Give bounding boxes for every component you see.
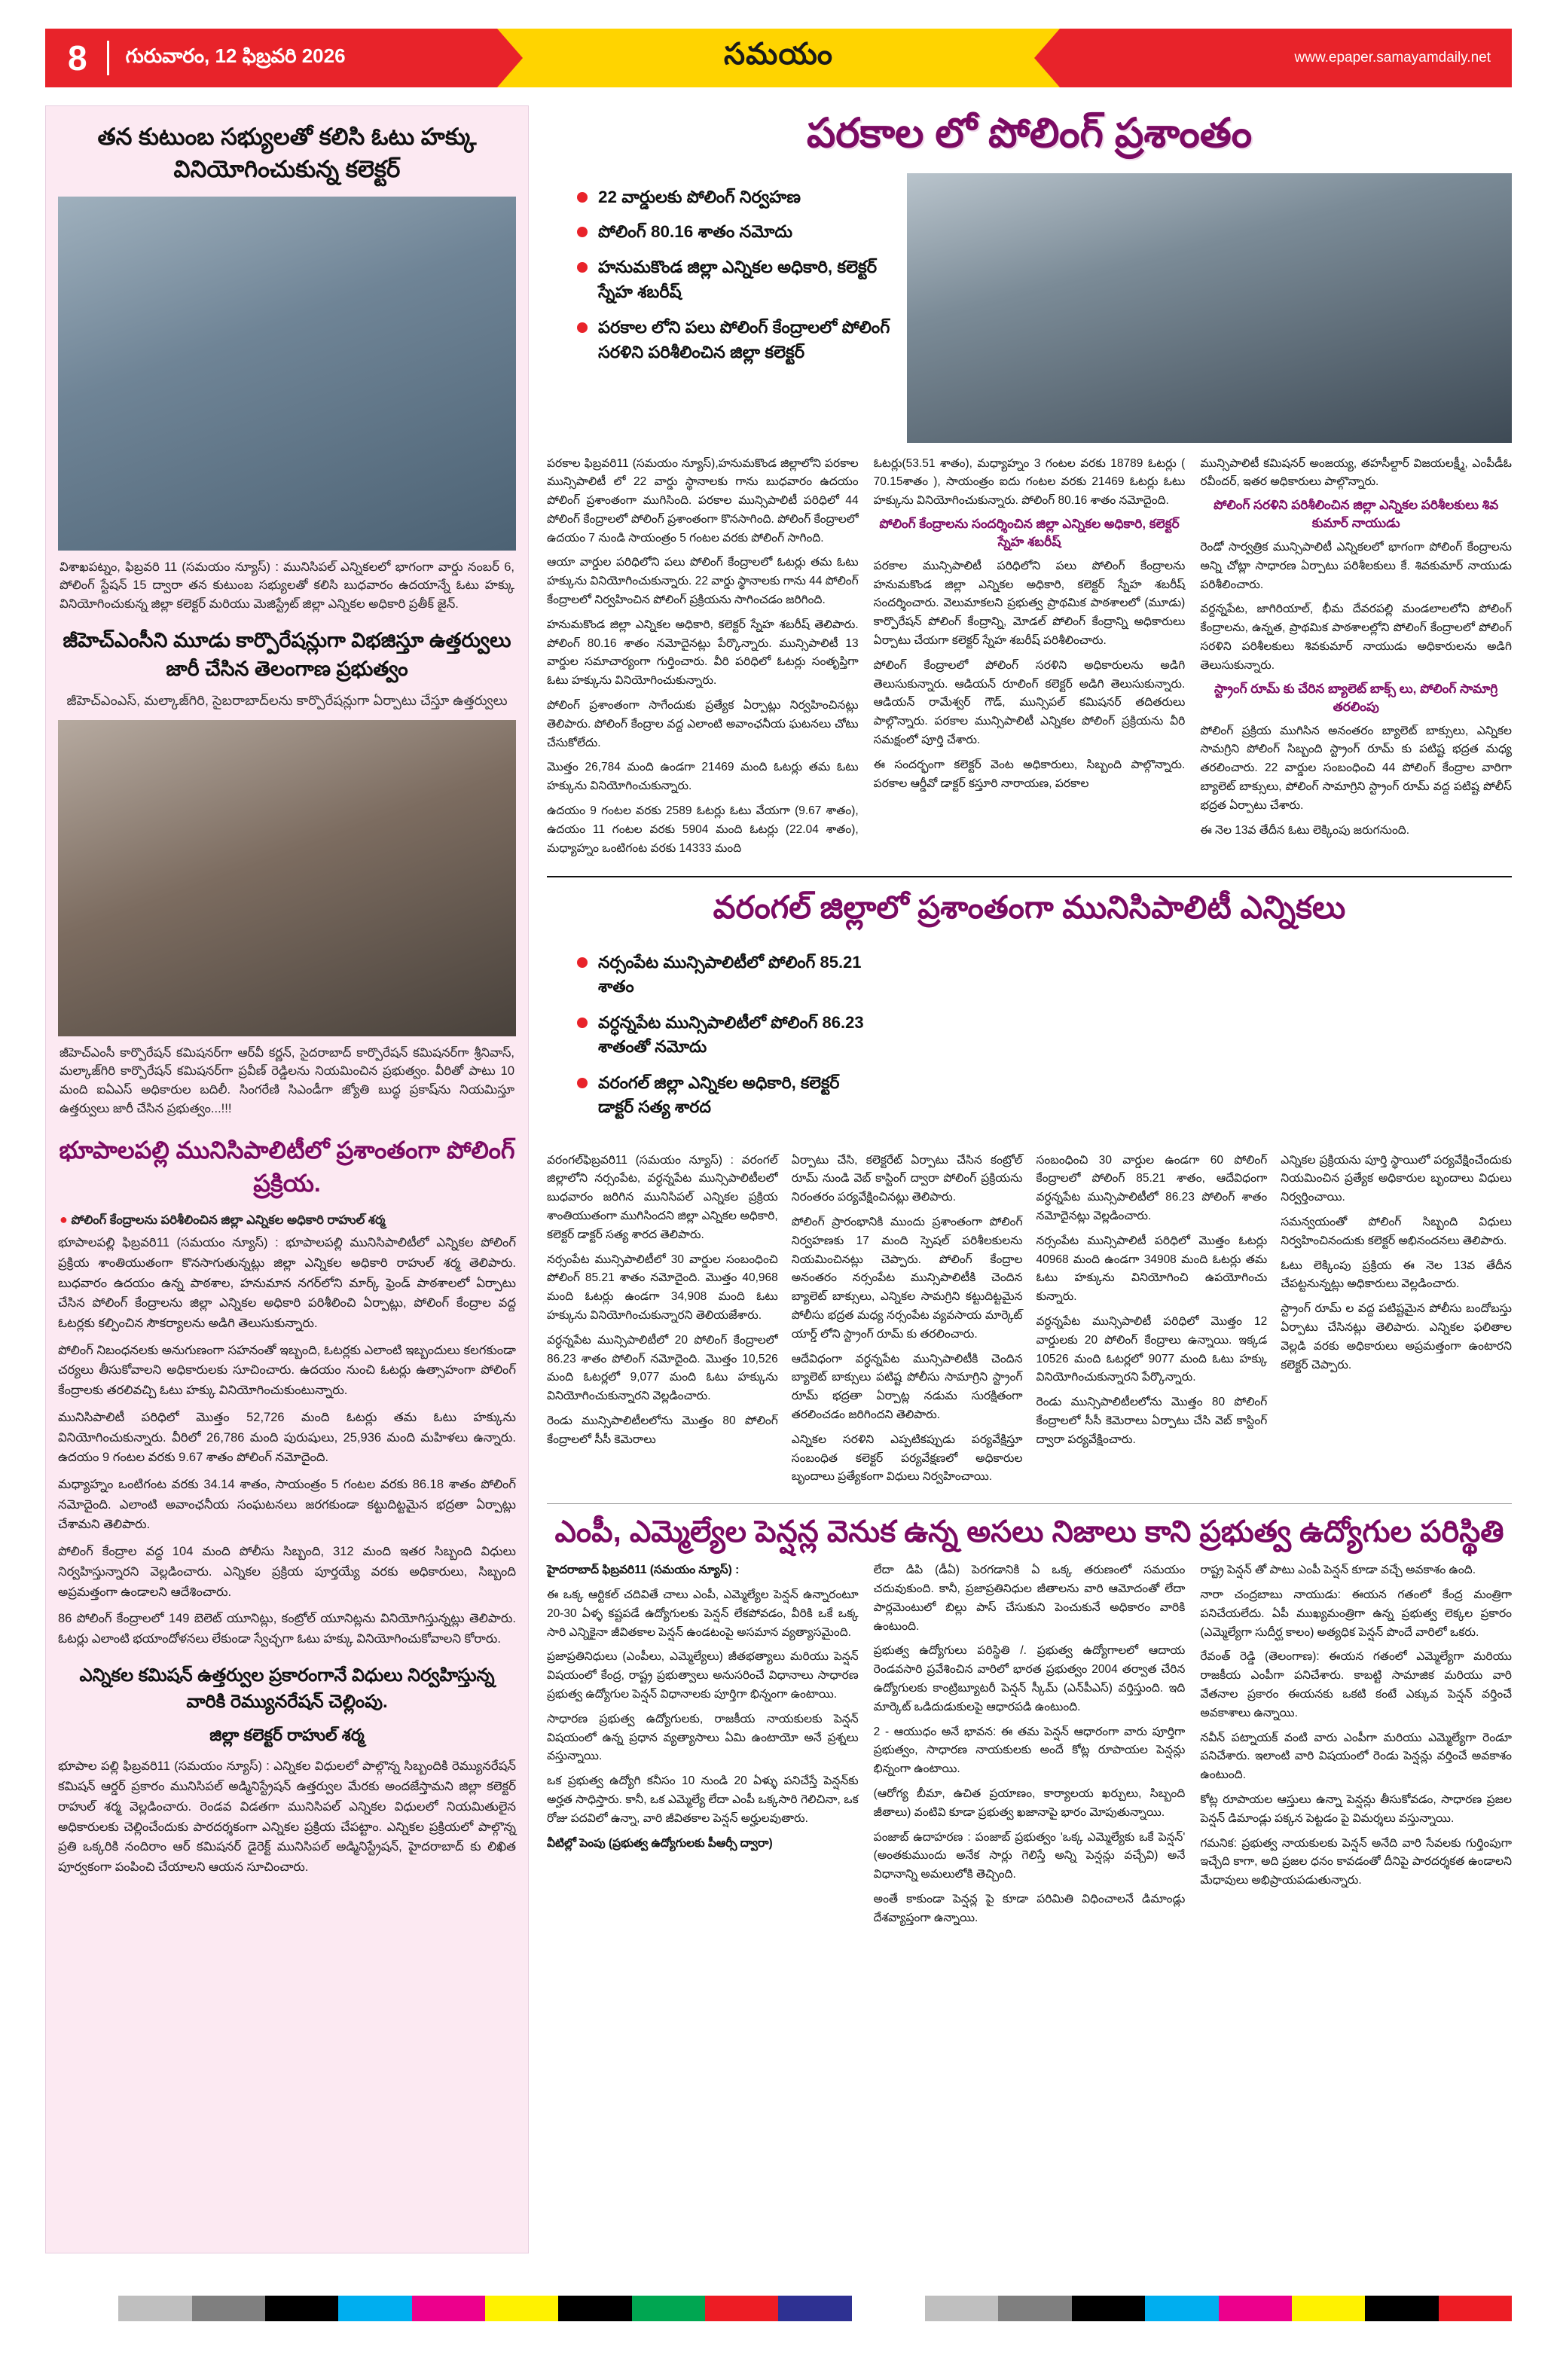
para: పంజాబ్ ఉదాహరణ : పంజాబ్ ప్రభుత్వం 'ఒక్క ఎమ్మెల్యేకు ఒకే పెన్షన్' (అంతకుముందు అనేక సార్లు గెలిస్తే అన్ని పెన్షన్లు వచ్చేవి) అనే విధానాన్ని అమలులోకి తెచ్చింది. bbox=[873, 1830, 1186, 1881]
para: పోలింగ్ నిబంధనలకు అనుగుణంగా సహనంతో ఇబ్బంది, ఓటర్లకు ఎలాంటి ఇబ్బందులు కలగకుండా చర్యలు తీసుకోవాలని అధికారులకు సూచించారు. ఉదయం నుంచి ఓటర్లు ఉత్సాహంగా పోలింగ్ కేంద్రాలకు తరలివచ్చి ఓటు హక్కు వినియోగించుకుంటున్నారు. bbox=[58, 1343, 516, 1398]
para: ఓటర్లు(53.51 శాతం), మధ్యాహ్నం 3 గంటల వరకు 18789 ఓటర్లు ( 70.15శాతం ), సాయంత్రం ఐదు గంటల వరకు 21469 ఓటర్లు ఓటు హక్కును వినియోగించుకున్నారు. పోలింగ్ 80.16 శాతం నమోదైంది. bbox=[873, 456, 1186, 508]
palette-swatch bbox=[705, 2296, 778, 2321]
bhupalpally-body bbox=[58, 1233, 516, 1649]
bhupalpally-headline: భూపాలపల్లి మునిసిపాలిటీలో ప్రశాంతంగా పోలింగ్ ప్రక్రియ. bbox=[59, 1136, 515, 1198]
right-content-area bbox=[547, 105, 1512, 1933]
masthead-left bbox=[45, 29, 497, 87]
lead-col-1 bbox=[547, 455, 859, 865]
left-feature-column bbox=[45, 105, 529, 2253]
remuneration-body bbox=[58, 1756, 516, 1877]
para: నర్సంపేట మున్సిపాలిటీ పరిధిలో మొత్తం ఓటర్లు 40968 మంది ఉండగా 34908 మంది ఓటర్లు తమ ఓటు హక్కును వినియోగించి ఉపయోగించు కున్నారు. bbox=[1036, 1234, 1268, 1304]
list-item: వరంగల్ జిల్లా ఎన్నికల అధికారి, కలెక్టర్ డాక్టర్ సత్య శారద bbox=[577, 1071, 872, 1119]
lead-headline: పరకాల లో పోలింగ్ ప్రశాంతం bbox=[806, 111, 1253, 156]
list-item: వర్ధన్నపేట మున్సిపాలిటీలో పోలింగ్ 86.23 శాతంతో నమోదు bbox=[577, 1011, 872, 1059]
para: ఒక ప్రభుత్వ ఉద్యోగి కనీసం 10 నుండి 20 ఏళ్ళు పనిచేస్తే పెన్షన్‌కు అర్హత సాధిస్తారు. కానీ, ఒక ఎమ్మెల్యే లేదా ఎంపీ ఒక్కసారి గెలిచినా, ఒక రోజు పదవిలో ఉన్నా, వారి జీవితకాల పెన్షన్ అర్హులవుతారు. bbox=[547, 1774, 859, 1825]
palette-swatch bbox=[118, 2296, 191, 2321]
pension-col-3 bbox=[1200, 1561, 1512, 1933]
palette-swatch bbox=[852, 2296, 925, 2321]
palette-swatch bbox=[45, 2296, 118, 2321]
page-number: 8 bbox=[68, 38, 87, 78]
bhupalpally-bullet-text: పోలింగ్ కేంద్రాలను పరిశీలించిన జిల్లా ఎన్నికల అధికారి రాహుల్ శర్మ bbox=[71, 1213, 386, 1228]
para: రెండు మున్సిపాలిటీలలోను మొత్తం 80 పోలింగ్ కేంద్రాలలో సీసీ కెమెరాలు bbox=[547, 1414, 778, 1446]
section-divider-2 bbox=[547, 1503, 1512, 1504]
officials-photo bbox=[58, 720, 516, 1036]
para: వర్ధన్నపేట మున్సిపాలిటీలో 20 పోలింగ్ కేంద్రాలలో 86.23 శాతం పోలింగ్ నమోదైంది. మొత్తం 10,526 మంది ఓటర్లలో 9,077 మంది ఓటు హక్కును వినియోగించుకున్నారని వెల్లడించారు. bbox=[547, 1333, 778, 1403]
masthead-right-arrow bbox=[1034, 29, 1060, 87]
para: మున్సిపాలిటీ కమిషనర్ అంజయ్య, తహసీల్దార్ విజయలక్ష్మీ, ఎంపీడీఓ రవీందర్, ఇతర అధికారులు పాల్గొన్నారు. bbox=[1200, 456, 1513, 489]
para: నవీన్ పట్నాయక్ వంటి వారు ఎంపీగా మరియు ఎమ్మెల్యేగా రెండూ పనిచేశారు. ఇలాంటి వారి విషయంలో రెండు పెన్షన్లు వర్తించే అవకాశం ఉంటుంది. bbox=[1200, 1731, 1513, 1782]
para: 86 పోలింగ్ కేంద్రాలలో 149 బెలెట్ యూనిట్లు, కంట్రోల్ యూనిట్లను వినియోగిస్తున్నట్లు తెలిపారు. ఓటర్లు ఎలాంటి భయాందోళనలు లేకుండా స్వేచ్ఛగా ఓటు హక్కు వినియోగించుకోవాలని కోరారు. bbox=[58, 1612, 516, 1646]
para: రేవంత్ రెడ్డి (తెలంగాణ): ఈయన గతంలో ఎమ్మెల్యేగా మరియు రాజకీయ ఎంపీగా పనిచేశారు. కాబట్టి సామాజిక మరియు వారి వేతనాల ప్రకారం ఈయనకు ఒకటి కంటే ఎక్కువ పెన్షన్ వర్తించే అవకాశాలు ఉన్నాయి. bbox=[1200, 1650, 1513, 1719]
para: పోలింగ్ ప్రక్రియ ముగిసిన అనంతరం బ్యాలెట్ బాక్సులు, ఎన్నికల సామగ్రిని పోలింగ్ సిబ్బంది స్ట్రాంగ్ రూమ్ కు పటిష్ట భద్రత మధ్య తరలించారు. 22 వార్డుల సంబంధించి 44 పోలింగ్ కేంద్రాల వారిగా బ్యాలెట్ బాక్సులు, పోలింగ్ సామాగ్రిని స్ట్రాంగ్ రూమ్ వద్ద పటిష్ట పోలీస్ భద్రత ఏర్పాటు చేశారు. bbox=[1200, 724, 1513, 812]
palette-swatch bbox=[265, 2296, 338, 2321]
para: ఉదయం 9 గంటల వరకు 2589 ఓటర్లు ఓటు వేయగా (9.67 శాతం), ఉదయం 11 గంటల వరకు 5904 మంది ఓటర్లు (22.04 శాతం), మధ్యాహ్నం ఒంటిగంట వరకు 14333 మంది bbox=[547, 804, 859, 855]
pension-col-2 bbox=[874, 1561, 1186, 1933]
palette-swatch bbox=[338, 2296, 411, 2321]
para: పోలింగ్ ప్రారంభానికి ముందు ప్రశాంతంగా పోలింగ్ నిర్వహణకు 17 మంది స్పెషల్ పరిశీలకులను నియమించినట్లు చెప్పారు. పోలింగ్ కేంద్రాల అనంతరం నర్సంపేట మున్సిపాలిటీకి చెందిన బ్యాలెట్ బాక్సులు, ఎన్నికల సామగ్రిని కట్టుదిట్టమైన పోలీసు భద్రత మధ్య నర్సంపేట వ్యవసాయ మార్కెట్ యార్డ్ లోని స్ట్రాంగ్ రూమ్ కు తరలించారు. bbox=[791, 1215, 1023, 1341]
warangal-bullet-list bbox=[547, 950, 872, 1132]
para: ఈ ఒక్క ఆర్టికల్ చదివితే చాలు ఎంపీ, ఎమ్మెల్యేల పెన్షన్ ఉన్నారంటూ 20-30 ఏళ్ళ కష్టపడే ఉద్యోగులకు పెన్షన్ లేకపోవడం, వీరికి ఒకే ఒక్క సారి ఎన్నికైనా జీవితకాల పెన్షన్ ఉండటంపై అసమాన వ్యత్యాసమైంది. bbox=[547, 1588, 859, 1639]
lead-story bbox=[547, 108, 1512, 864]
para: ఏర్పాటు చేసి, కలెక్టరేట్ ఏర్పాటు చేసిన కంట్రోల్ రూమ్ నుండి వెబ్ కాస్టింగ్ ద్వారా పోలింగ్ ప్రక్రియను నిరంతరం పర్యవేక్షించినట్లు తెలిపారు. bbox=[791, 1153, 1023, 1204]
parkal-polling-photo bbox=[907, 173, 1512, 443]
palette-swatch bbox=[925, 2296, 998, 2321]
para: ఆయా వార్డుల పరిధిలోని పలు పోలింగ్ కేంద్రాలలో ఓటర్లు తమ ఓటు హక్కును వినియోగించుకున్నారు. 22 వార్డు స్థానాలకు గాను 44 పోలింగ్ కేంద్రాలలో నిర్వహించిన పోలింగ్ ప్రక్రియను సాగించడం జరిగింది. bbox=[547, 556, 859, 607]
epaper-url[interactable]: www.epaper.samayamdaily.net bbox=[1294, 50, 1491, 66]
para: ఈ నెల 13వ తేదీన ఓటు లెక్కింపు జరుగనుంది. bbox=[1200, 823, 1410, 837]
palette-swatch bbox=[558, 2296, 631, 2321]
collector-byline: జిల్లా కలెక్టర్ రాహుల్ శర్మ bbox=[209, 1726, 365, 1745]
color-registration-bar bbox=[45, 2296, 1512, 2321]
masthead-center bbox=[497, 29, 1060, 87]
para: (ఆరోగ్య బీమా, ఉచిత ప్రయాణం, కార్యాలయ ఖర్చులు, సిబ్బంది జీతాలు) వంటివి కూడా ప్రభుత్వ ఖజానాపై భారం మోపుతున్నాయి. bbox=[873, 1787, 1186, 1819]
pension-headline: ఎంపీ, ఎమ్మెల్యేల పెన్షన్ల వెనుక ఉన్న అసలు నిజాలు కాని ప్రభుత్వ ఉద్యోగుల పరిస్థితి bbox=[554, 1515, 1504, 1549]
warangal-col-4 bbox=[1281, 1152, 1512, 1494]
list-item: హనుమకొండ జిల్లా ఎన్నికల అధికారి, కలెక్టర్ స్నేహ శబరీష్ bbox=[577, 255, 893, 305]
bhupalpally-bullet bbox=[60, 1210, 514, 1230]
list-item: 22 వార్డులకు పోలింగ్ నిర్వహణ bbox=[577, 185, 893, 210]
palette-swatch bbox=[998, 2296, 1071, 2321]
photo1-caption: విశాఖపట్నం, ఫిబ్రవరి 11 (సమయం న్యూస్) : మునిసిపల్ ఎన్నికలలో భాగంగా వార్డు నంబర్ 6, పోలింగ్ స్టేషన్ 15 ద్వారా తన కుటుంబ సభ్యులతో కలిసి బుధవారం ఉదయాన్నే ఓటు హక్కు వినియోగించుకున్న జిల్లా కలెక్టర్ మరియు మెజిస్ట్రేట్ జిల్లా ఎన్నికల అధికారి ప్రతీక్ జైన్. bbox=[60, 560, 514, 612]
para: ఎన్నికల ప్రక్రియను పూర్తి స్థాయిలో పర్యవేక్షించేందుకు నియమించిన ప్రత్యేక అధికారుల బృందాలు విధులు నిర్వర్తించాయి. bbox=[1281, 1153, 1512, 1204]
para: ఆదేవిధంగా వర్ధన్నపేట మున్సిపాలిటీకి చెందిన బ్యాలెట్ బాక్సులు పటిష్ట పోలీసు సామాగ్రిని స్ట్రాంగ్ రూమ్ భద్రతా ఏర్పాట్ల నడుమ సురక్షితంగా తరలించడం జరిగిందని తెలిపారు. bbox=[791, 1352, 1023, 1421]
palette-swatch bbox=[1292, 2296, 1365, 2321]
warangal-col-3 bbox=[1036, 1152, 1268, 1494]
para: సంబంధించి 30 వార్డుల ఉండగా 60 పోలింగ్ కేంద్రాలలో పోలింగ్ 85.21 శాతం, ఆదేవిధంగా వర్ధన్నపేట మున్సిపాలిటీలో 86.23 పోలింగ్ శాతం నమోదైనట్లు వెల్లడించారు. bbox=[1036, 1153, 1268, 1222]
ghmc-subhead: జీహెచ్‌ఎంసీని మూడు కార్పొరేషన్లుగా విభజిస్తూ ఉత్తర్వులు జారీ చేసిన తెలంగాణ ప్రభుత్వం bbox=[63, 628, 511, 681]
lead-col-3 bbox=[1200, 455, 1512, 865]
lead-subhead-1: పోలింగ్ కేంద్రాలను సందర్శించిన జిల్లా ఎన్నికల అధికారి, కలెక్టర్ స్నేహ శబరీష్ bbox=[879, 516, 1180, 549]
list-item: పరకాల లోని పలు పోలింగ్ కేంద్రాలలో పోలింగ్ సరళిని పరిశీలించిన జిల్లా కలెక్టర్ bbox=[577, 316, 893, 365]
section-divider bbox=[547, 876, 1512, 877]
warangal-col-2 bbox=[792, 1152, 1023, 1494]
para: ప్రజాప్రతినిధులు (ఎంపీలు, ఎమ్మెల్యేలు) జీతభత్యాలు మరియు పెన్షన్ విషయంలో కేంద్ర, రాష్ట్ర ప్రభుత్వాలు అనుసరించే విధానాలు సాధారణ ప్రభుత్వ ఉద్యోగుల పెన్షన్ విధానాలకు పూర్తిగా భిన్నంగా ఉంటాయి. bbox=[547, 1650, 859, 1701]
ghmc-subhead-note: జీహెచ్‌ఎంఎస్, మల్కాజ్‌గిరి, సైబరాబాద్‌లను కార్పొరేషన్లుగా ఏర్పాటు చేస్తూ ఉత్తర్వులు bbox=[66, 693, 508, 709]
palette-swatch bbox=[485, 2296, 558, 2321]
masthead-left-arrow bbox=[497, 29, 523, 87]
para: 2 - ఆయుధం అనే భావన: ఈ తమ పెన్షన్ ఆధారంగా వారు పూర్తిగా ప్రభుత్వం, సాధారణ నాయకులకు అందే కోట్ల రూపాయల పెన్షన్లు భిన్నంగా ఉంటాయి. bbox=[873, 1725, 1186, 1776]
palette-swatch bbox=[1219, 2296, 1292, 2321]
remuneration-highlight: ఎన్నికల కమిషన్ ఉత్తర్వుల ప్రకారంగానే విధులు నిర్వహిస్తున్న వారికి రెమ్యునరేషన్ చెల్లింపు. bbox=[79, 1664, 495, 1712]
photo2-caption: జీహెచ్‌ఎంసీ కార్పొరేషన్ కమిషనర్‌గా ఆర్‌వీ కర్ణన్, సైదరాబాద్ కార్పొరేషన్ కమిషనర్‌గా శ్రీనివాస్, మల్కాజ్‌గిరి కార్పొరేషన్ కమిషనర్‌గా ప్రవీణ్ రెడ్డిలను నియమించిన ప్రభుత్వం. వీరితో పాటు 10 మంది ఐఏఎస్ అధికారుల బదిలీ. సింగరేణి సిఎండీగా జ్యోతి బుద్ధ ప్రకాష్‌ను నియమిస్తూ ఉత్తర్వులు జారీ చేసిన ప్రభుత్వం...!!! bbox=[60, 1045, 514, 1115]
para: పోలింగ్ ప్రశాంతంగా సాగేందుకు ప్రత్యేక ఏర్పాట్లు నిర్వహించినట్లు తెలిపారు. పోలింగ్ కేంద్రాల వద్ద ఎలాంటి అవాంఛనీయ ఘటనలు చోటు చేసుకోలేదు. bbox=[547, 699, 859, 749]
para: మధ్యాహ్నం ఒంటిగంట వరకు 34.14 శాతం, సాయంత్రం 5 గంటల వరకు 86.18 శాతం పోలింగ్ నమోదైంది. ఎలాంటి అవాంఛనీయ సంఘటనలు జరగకుండా కట్టుదిట్టమైన భద్రతా ఏర్పాట్లు చేశామని తెలిపారు. bbox=[58, 1478, 516, 1532]
para: రెండు మున్సిపాలిటీలలోను మొత్తం 80 పోలింగ్ కేంద్రాలలో సీసీ కెమెరాలు ఏర్పాటు చేసి వెబ్ కాస్టింగ్ ద్వారా పర్యవేక్షించారు. bbox=[1036, 1396, 1268, 1446]
masthead-date: గురువారం, 12 ఫిబ్రవరి 2026 bbox=[125, 44, 346, 67]
para: వర్ధన్నపేట మున్సిపాలిటీ పరిధిలో మొత్తం 12 వార్డులకు 20 పోలింగ్ కేంద్రాలు ఉన్నాయి. ఇక్కడ 10526 మంది ఓటర్లలో 9077 మంది ఓటు హక్కు వినియోగించుకున్నారని పేర్కొన్నారు. bbox=[1036, 1314, 1268, 1384]
lead-col-2 bbox=[874, 455, 1186, 865]
pension-col-1 bbox=[547, 1561, 859, 1933]
lead-subhead-3: స్ట్రాంగ్ రూమ్ కు చేరిన బ్యాలెట్ బాక్స్ లు, పోలింగ్ సామాగ్రి తరలింపు bbox=[1214, 681, 1498, 714]
newspaper-title: సమయం bbox=[723, 37, 834, 71]
para: లేదా డిపి (డీఏ) పెరగడానికి ఏ ఒక్క తరుణంలో సమయం చదువుకుంది. కానీ, ప్రజాప్రతినిధుల జీతాలను వారి ఆమోదంతో లేదా పార్లమెంటులో బిల్లు పాస్ చేసుకుని పెంచుకునే అధికారం వారికి ఉంటుంది. bbox=[873, 1564, 1186, 1633]
para: ప్రభుత్వ ఉద్యోగులు పరిస్థితి /. ప్రభుత్వ ఉద్యోగాలలో ఆదాయ రెండవసారి ప్రవేశించిన వారిలో భారత ప్రభుత్వం 2004 తర్వాత చేరిన ఉద్యోగులకు కాంట్రిబ్యూటరీ పెన్షన్ స్కీమ్ (ఎన్‌పీఎస్) వర్తిస్తుంది. ఇది మార్కెట్ ఒడిదుడుకులపై ఆధారపడి ఉంటుంది. bbox=[873, 1644, 1186, 1713]
pension-note: వీటిల్లో పెంపు (ప్రభుత్వ ఉద్యోగులకు పీఆర్సీ ద్వారా) bbox=[547, 1836, 773, 1850]
para: ఎన్నికల సరళిని ఎప్పటికప్పుడు పర్యవేక్షిస్తూ సంబంధిత కలెక్టర్ పర్యవేక్షణలో అధికారుల బృందాలు ప్రత్యేకంగా విధులు నిర్వహించాయి. bbox=[791, 1433, 1023, 1484]
palette-swatch bbox=[412, 2296, 485, 2321]
masthead-right bbox=[1060, 29, 1512, 87]
left-headline: తన కుటుంబ సభ్యులతో కలిసి ఓటు హక్కు వినియోగించుకున్న కలెక్టర్ bbox=[97, 124, 477, 182]
palette-swatch bbox=[632, 2296, 705, 2321]
para: పరకాల మున్సిపాలిటీ పరిధిలోని పలు పోలింగ్ కేంద్రాలను హనుమకొండ జిల్లా ఎన్నికల అధికారి, కలెక్టర్ స్నేహ శబరీష్ సందర్శించారు. వెలుమాకలని ప్రభుత్వ ప్రాథమిక పాఠశాలలో (మూడు) కార్పొరేషన్ పోలింగ్ కేంద్రాన్ని, మోడల్ పోలింగ్ కేంద్రాన్ని అధికారులు ఏర్పాటు చేయగా కలెక్టర్ స్నేహ శబరీష్ పరిశీలించారు. bbox=[873, 559, 1186, 648]
palette-swatch bbox=[1145, 2296, 1218, 2321]
warangal-col-1 bbox=[547, 1152, 778, 1494]
pension-story bbox=[547, 1513, 1512, 1933]
lead-subhead-2: పోలింగ్ సరళిని పరిశీలించిన జిల్లా ఎన్నికల పరిశీలకులు శివ కుమార్ నాయుడు bbox=[1214, 498, 1499, 531]
para: సమన్వయంతో పోలింగ్ సిబ్బంది విధులు నిర్వహించినందుకు కలెక్టర్ అభినందనలు తెలిపారు. bbox=[1281, 1215, 1512, 1247]
list-item: నర్సంపేట మున్సిపాలిటీలో పోలింగ్ 85.21 శాతం bbox=[577, 950, 872, 999]
lead-bullet-list bbox=[547, 185, 893, 376]
para: పోలింగ్ కేంద్రాల వద్ద 104 మంది పోలీసు సిబ్బంది, 312 మంది ఇతర సిబ్బంది విధులు నిర్వహిస్తున్నారని వెల్లడించారు. ఎన్నికల ప్రక్రియ పూర్తయ్యే వరకు అధికారులు, సిబ్బంది అప్రమత్తంగా ఉండాలని ఆదేశించారు. bbox=[58, 1545, 516, 1599]
para: ఈ సందర్భంగా కలెక్టర్ వెంట అధికారులు, సిబ్బంది పాల్గొన్నారు. పరకాల ఆర్డీవో డాక్టర్ కస్తూరి నారాయణ, పరకాల bbox=[873, 758, 1186, 790]
para: కోట్ల రూపాయల ఆస్తులు ఉన్నా పెన్షన్లు తీసుకోవడం, సాధారణ ప్రజల పెన్షన్ డిమాండ్లు పక్కన పెట్టడం పై విమర్శలు వస్తున్నాయి. bbox=[1200, 1793, 1513, 1825]
para: సాధారణ ప్రభుత్వ ఉద్యోగులకు, రాజకీయ నాయకులకు పెన్షన్ విషయంలో ఉన్న ప్రధాన వ్యత్యాసాలు ఏమి ఉంటాయో అనే ప్రశ్నలు వస్తున్నాయి. bbox=[547, 1712, 859, 1763]
palette-swatch bbox=[192, 2296, 265, 2321]
para: ఓటు లెక్కింపు ప్రక్రియ ఈ నెల 13వ తేదీన చేపట్టనున్నట్లు అధికారులు వెల్లడించారు. bbox=[1281, 1259, 1512, 1291]
masthead bbox=[45, 29, 1512, 87]
warangal-headline: వరంగల్ జిల్లాలో ప్రశాంతంగా మునిసిపాలిటీ ఎన్నికలు bbox=[713, 889, 1346, 926]
para: భూపాలపల్లి ఫిబ్రవరి11 (సమయం న్యూస్) : భూపాలపల్లి మునిసిపాలిటీలో ఎన్నికల పోలింగ్ ప్రక్రియ శాంతియుతంగా కొనసాగుతున్నట్లు జిల్లా ఎన్నికల అధికారి రాహుల్ శర్మ తెలిపారు. బుధవారం ఉదయం ఉన్న పాఠశాల, హనుమాన నగర్‌లోని మార్క్ ఫ్రెండ్ పాఠశాలలో ఏర్పాటు చేసిన పోలింగ్ కేంద్రాలను జిల్లా ఎన్నికల అధికారి పరిశీలించి ఏర్పాట్లు, పోలింగ్ కేంద్రాల వద్ద ఓటర్లకు కల్పించిన సౌకర్యాలను అడిగి తెలుసుకున్నారు. bbox=[58, 1236, 516, 1330]
para: రాష్ట్ర పెన్షన్ తో పాటు ఎంపీ పెన్షన్ కూడా వచ్చే అవకాశం ఉంది. bbox=[1200, 1564, 1476, 1577]
palette-swatch bbox=[1439, 2296, 1512, 2321]
para: భూపాల పల్లి ఫిబ్రవరి11 (సమయం న్యూస్) : ఎన్నికల విధులలో పాల్గొన్న సిబ్బందికి రెమ్యునరేషన్ కమిషన్ ఆర్డర్ ప్రకారం మునిసిపల్ అడ్మినిస్ట్రేషన్ ఉత్తర్వుల మేరకు అందజేస్తామని జిల్లా కలెక్టర్ రాహుల్ శర్మ వెల్లడించారు. రెండవ విడతగా మునిసిపల్ ఎన్నికల విధులలో నియమితులైన అధికారులకు చెల్లించేందుకు పారదర్శకంగా ఎన్నికల ప్రక్రియ చేపట్టాం. ఎన్నికల ప్రక్రియలో పాల్గొన్న ప్రతి ఒక్కరికి నందిరాం ఆర్ కమిషనర్ డైరెక్ట్ మునిసిపల్ అడ్మినిస్ట్రేషన్, హైదరాబాద్ కు లిఖిత పూర్వకంగా పంపించి చేయాలని ఆయన సూచించారు. bbox=[58, 1759, 516, 1874]
para: రెండో సార్వత్రిక మున్సిపాలిటీ ఎన్నికలలో భాగంగా పోలింగ్ కేంద్రాలను అన్ని చోట్లా సాధారణ ఏర్పాటు పరిశీలకులు కే. శివకుమార్ నాయుడు పరిశీలించారు. bbox=[1200, 541, 1513, 591]
list-item: పోలింగ్ 80.16 శాతం నమోదు bbox=[577, 220, 893, 245]
para: మునిసిపాలిటీ పరిధిలో మొత్తం 52,726 మంది ఓటర్లు తమ ఓటు హక్కును వినియోగించుకున్నారు. వీరిలో 26,786 మంది పురుషులు, 25,936 మంది మహిళలు ఉన్నారు. ఉదయం 9 గంటల వరకు 9.67 శాతం పోలింగ్ నమోదైంది. bbox=[58, 1410, 516, 1465]
para: మొత్తం 26,784 మంది ఉండగా 21469 మంది ఓటర్లు తమ ఓటు హక్కును వినియోగించుకున్నారు. bbox=[547, 761, 859, 793]
pension-dateline: హైదరాబాద్ ఫిబ్రవరి11 (సమయం న్యూస్) : bbox=[547, 1564, 740, 1577]
para: నారా చంద్రబాబు నాయుడు: ఈయన గతంలో కేంద్ర మంత్రిగా పనిచేయలేదు. ఏపీ ముఖ్యమంత్రిగా ఉన్న ప్రభుత్వ లెక్కల ప్రకారం (ఎమ్మెల్యేగా సుదీర్ఘ కాలం) అత్యధిక పెన్షన్ పొందే వారిలో ఒకరు. bbox=[1200, 1588, 1513, 1639]
para: అంతే కాకుండా పెన్షన్ల పై కూడా పరిమితి విధించాలనే డిమాండ్లు దేశవ్యాప్తంగా ఉన్నాయి. bbox=[873, 1892, 1186, 1924]
para: స్ట్రాంగ్ రూమ్ ల వద్ద పటిష్టమైన పోలీసు బందోబస్తు ఏర్పాటు చేసినట్లు తెలిపారు. ఎన్నికల ఫలితాల వెల్లడి వరకు అధికారులు అప్రమత్తంగా ఉంటారని కలెక్టర్ చెప్పారు. bbox=[1281, 1302, 1512, 1372]
para: పోలింగ్ కేంద్రాలలో పోలింగ్ సరళిని అధికారులను అడిగి తెలుసుకున్నారు. ఆడియన్ రూలింగ్ కలెక్టర్ అడిగి తెలుసుకున్నారు. ఆడియన్ రామేశ్వర్ గౌడ్, మున్సిపల్ కమిషనర్ తదితరులు పాల్గొన్నారు. పరకాల మున్సిపాలిటీ ఎన్నికల పోలింగ్ ప్రక్రియను వీరి సమక్షంలో పూర్తి చేశారు. bbox=[873, 658, 1186, 747]
para: నర్సంపేట మున్సిపాలిటీలో 30 వార్డుల సంబంధించి పోలింగ్ 85.21 శాతం నమోదైంది. మొత్తం 40,968 మంది ఓటర్లు ఉండగా 34,908 మంది ఓటు హక్కును వినియోగించుకున్నారని తెలియజేశారు. bbox=[547, 1253, 778, 1322]
para: పరకాల ఫిబ్రవరి11 (సమయం న్యూస్),హనుమకొండ జిల్లాలోని పరకాల మున్సిపాలిటీ లో 22 వార్డు స్థానాలకు గాను బుధవారం ఉదయం పోలింగ్ ప్రశాంతంగా ముగిసింది. పరకాల మున్సిపాలిటీ పరిధిలో 44 పోలింగ్ కేంద్రాలలో పోలింగ్ ప్రశాంతంగా కొనసాగింది. పోలింగ్ కేంద్రాలలో ఉదయం 7 నుండి సాయంత్రం 5 గంటల వరకు పోలింగ్ సాగింది. bbox=[547, 456, 859, 545]
para: గమనిక: ప్రభుత్వ నాయకులకు పెన్షన్ అనేది వారి సేవలకు గుర్తింపుగా ఇచ్చేది కాగా, అది ప్రజల ధనం కావడంతో దీనిపై పారదర్శకత ఉండాలని మేధావులు అభిప్రాయపడుతున్నారు. bbox=[1200, 1836, 1513, 1887]
para: వరంగల్‌ఫిబ్రవరి11 (సమయం న్యూస్) : వరంగల్ జిల్లాలోని నర్సంపేట, వర్ధన్నపేట మున్సిపాలిటీలలో బుధవారం జరిగిన మునిసిపల్ ఎన్నికల ప్రక్రియ శాంతియుతంగా ముగిసిందని జిల్లా ఎన్నికల అధికారి, కలెక్టర్ డాక్టర్ సత్య శారద తెలిపారు. bbox=[547, 1153, 778, 1241]
palette-swatch bbox=[1365, 2296, 1438, 2321]
bullet-dot-icon: ● bbox=[60, 1212, 68, 1228]
collector-voting-photo bbox=[58, 197, 516, 551]
para: హనుమకొండ జిల్లా ఎన్నికల అధికారి, కలెక్టర్ స్నేహ శబరీష్ తెలిపారు. పోలింగ్ 80.16 శాతం నమోదైనట్లు పేర్కొన్నారు. మున్సిపాలిటీ 13 వార్డుల సమాచార్యంగా గుర్తించారు. వీరి పరిధిలో ఓటర్లు సంతృప్తిగా ఓటు హక్కును వినియోగించుకున్నారు. bbox=[547, 618, 859, 688]
palette-swatch bbox=[778, 2296, 851, 2321]
para: వర్దన్నపేట, జాగిరియాల్, భీమ దేవరపల్లి మండలాలలోని పోలింగ్ కేంద్రాలను, ఉన్నత, ప్రాథమిక పాఠశాలల్లోని పోలింగ్ కేంద్రాలలో పోలింగ్ సరళిని పరిశీలకులు శివకుమార్ నాయుడు అధికారులను అడిగి తెలుసుకున్నారు. bbox=[1200, 603, 1513, 672]
warangal-story bbox=[547, 888, 1512, 1493]
palette-swatch bbox=[1072, 2296, 1145, 2321]
